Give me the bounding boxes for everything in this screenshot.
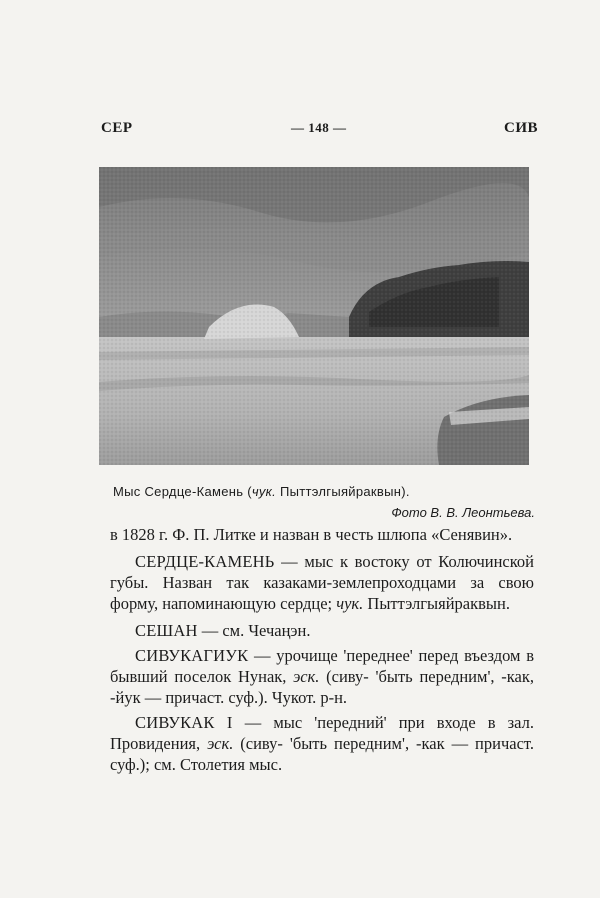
- caption-language-label: чук.: [251, 484, 277, 499]
- entry-headword: СЕРДЦЕ-КАМЕНЬ: [135, 552, 275, 571]
- entry-serdtse-kamen: [110, 551, 534, 614]
- entry-language-label: чук.: [336, 594, 364, 613]
- entry-definition: — урочище 'переднее' перед въездом в бывший поселок Нунак,: [110, 646, 534, 686]
- entry-definition: — см. Чечаңэн.: [197, 621, 311, 640]
- entry-definition: — мыс к востоку от Колючинской губы. Назван так казаками-землепроходцами за свою форму, напоминающую сердце;: [110, 552, 534, 613]
- running-head-right: СИВ: [503, 120, 538, 136]
- entry-sivukagiuk: [110, 645, 534, 708]
- caption-suffix: Пыттэлгыяйраквын).: [276, 484, 410, 499]
- intro-paragraph: в 1828 г. Ф. П. Литке и назван в честь шлюпа «Сенявин».: [110, 525, 513, 544]
- running-head: [101, 120, 538, 142]
- photo-caption: [113, 484, 533, 499]
- running-head-left: СЕР: [101, 120, 133, 136]
- entry-seshan: [110, 620, 534, 641]
- entry-language-label: эск.: [207, 734, 234, 753]
- entry-language-label: эск.: [293, 667, 320, 686]
- caption-prefix: Мыс Сердце-Камень (: [113, 484, 252, 499]
- entry-tail: (сиву- 'быть передним', -как, -йук — причаст. суф.). Чукот. р-н.: [110, 667, 535, 707]
- entry-headword: СИВУКАГИУК: [135, 646, 249, 665]
- page-number: — 148 —: [291, 120, 347, 135]
- entry-definition: — мыс 'передний' при входе в зал. Провидения,: [110, 713, 534, 753]
- entry-headword: СИВУКАК I: [135, 713, 233, 732]
- entry-headword: СЕШАН: [135, 621, 198, 640]
- photo-cape-serdtse-kamen: [99, 167, 529, 465]
- photo-credit: Фото В. В. Леонтьева.: [391, 505, 535, 520]
- entry-sivukak-1: [110, 712, 534, 775]
- photo-image: [99, 167, 529, 465]
- entry-tail: (сиву- 'быть передним', -как — причаст. суф.); см. Столетия мыс.: [110, 734, 534, 774]
- entry-tail: Пыттэлгыяйраквын.: [363, 594, 510, 613]
- dictionary-text: [110, 524, 534, 775]
